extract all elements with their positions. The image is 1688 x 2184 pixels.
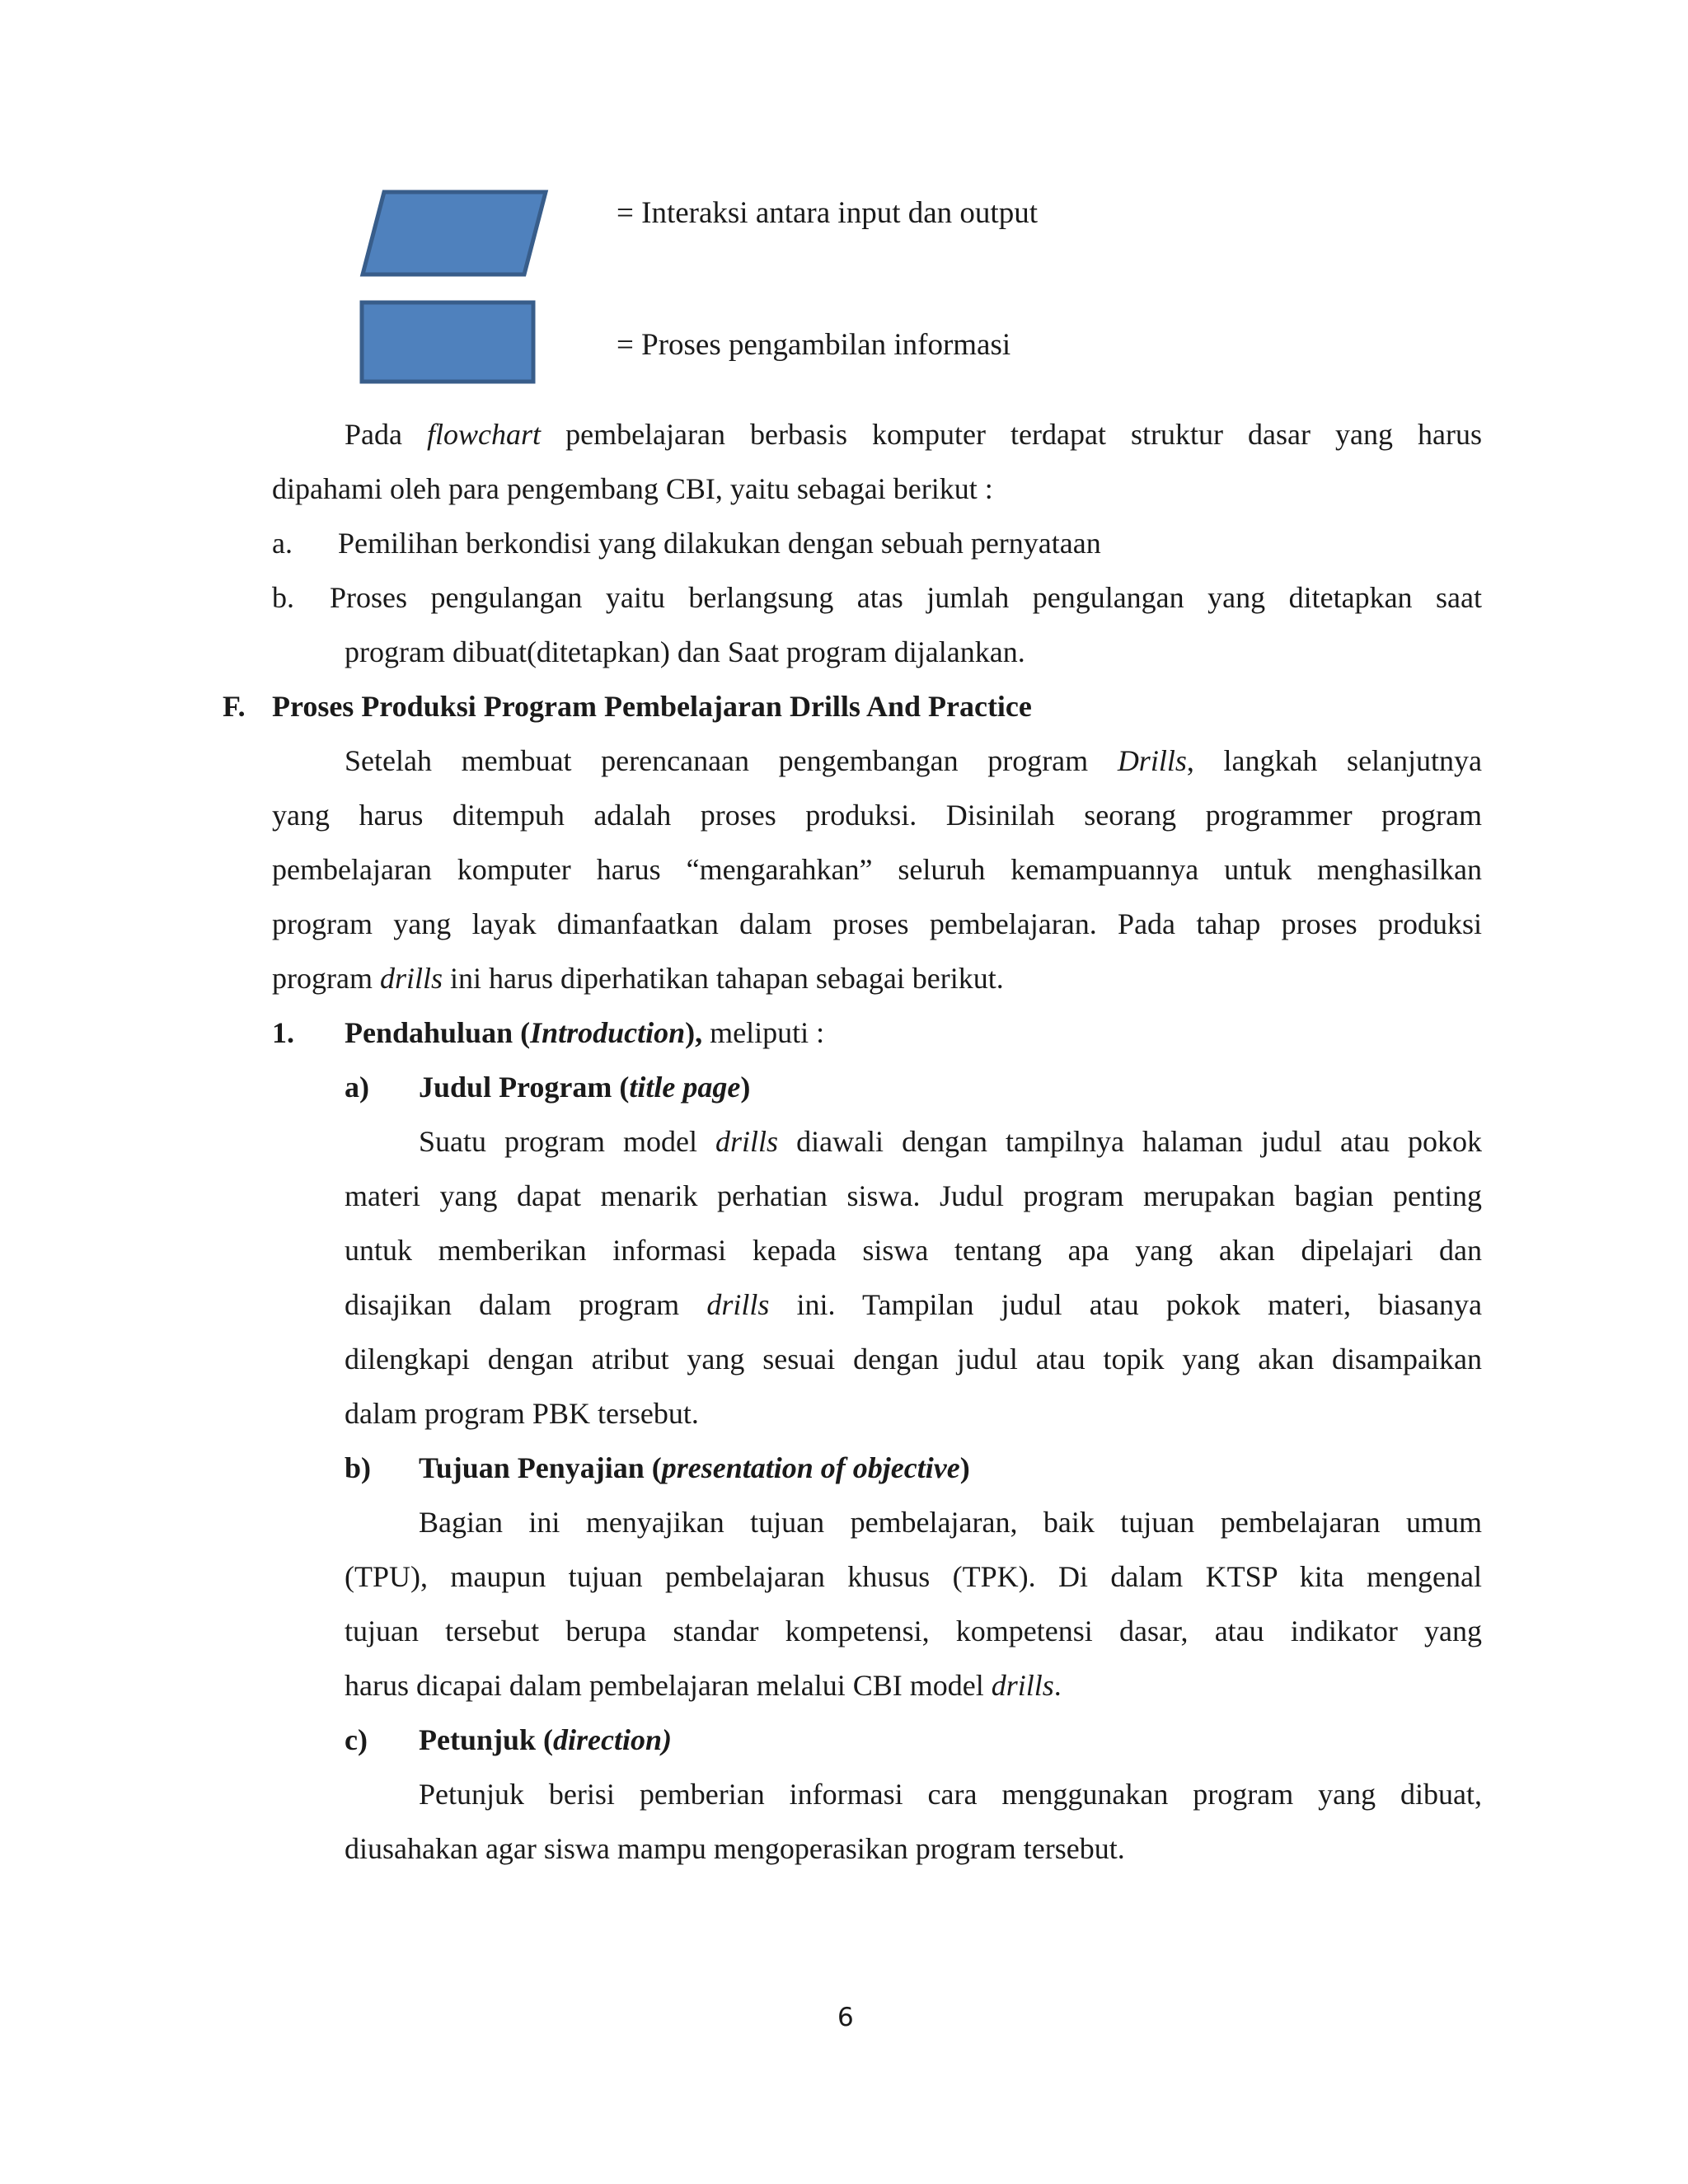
section-f-line-4: program yang layak dimanfaatkan dalam proses pembelajaran. Pada tahap proses produksi bbox=[272, 907, 1482, 940]
section-f-marker: F. bbox=[223, 690, 246, 723]
section-f-line-5: program drills ini harus diperhatikan tahapan sebagai berikut. bbox=[272, 962, 1004, 995]
sub-b-marker: b) bbox=[345, 1451, 372, 1484]
sub-a-line-4: disajikan dalam program drills ini. Tampilan judul atau pokok materi, biasanya bbox=[345, 1288, 1483, 1321]
list-item-b-line-1: Proses pengulangan yaitu berlangsung atas jumlah pengulangan yang ditetapkan saat bbox=[330, 581, 1482, 614]
item-1-marker: 1. bbox=[272, 1016, 294, 1049]
list-item-a: Pemilihan berkondisi yang dilakukan dengan sebuah pernyataan bbox=[338, 527, 1101, 560]
sub-b-line-4: harus dicapai dalam pembelajaran melalui CBI model drills. bbox=[345, 1669, 1062, 1702]
sub-c-heading: Petunjuk (direction) bbox=[419, 1723, 673, 1756]
sub-c-line-1: Petunjuk berisi pemberian informasi cara menggunakan program yang dibuat, bbox=[419, 1778, 1482, 1811]
sub-b-heading: Tujuan Penyajian (presentation of objective) bbox=[419, 1451, 970, 1484]
parallelogram-icon bbox=[359, 190, 549, 277]
section-f-title: Proses Produksi Program Pembelajaran Drills And Practice bbox=[272, 690, 1032, 723]
section-f-line-3: pembelajaran komputer harus “mengarahkan” seluruh kemampuannya untuk menghasilkan bbox=[272, 853, 1482, 886]
legend-text-process: = Proses pengambilan informasi bbox=[617, 328, 1011, 362]
sub-a-line-1: Suatu program model drills diawali dengan tampilnya halaman judul atau pokok bbox=[419, 1125, 1483, 1158]
rectangle-icon bbox=[359, 300, 536, 384]
page-number: 6 bbox=[837, 2003, 854, 2032]
sub-c-line-2: diusahakan agar siswa mampu mengoperasikan program tersebut. bbox=[345, 1832, 1125, 1865]
sub-c-marker: c) bbox=[345, 1723, 368, 1756]
list-marker-b: b. bbox=[272, 581, 294, 614]
list-item-b-line-2: program dibuat(ditetapkan) dan Saat program dijalankan. bbox=[345, 635, 1025, 668]
sub-b-line-3: tujuan tersebut berupa standar kompetensi, kompetensi dasar, atau indikator yang bbox=[345, 1615, 1482, 1647]
sub-b-line-1: Bagian ini menyajikan tujuan pembelajaran, baik tujuan pembelajaran umum bbox=[419, 1506, 1482, 1539]
sub-a-line-5: dilengkapi dengan atribut yang sesuai dengan judul atau topik yang akan disampaikan bbox=[345, 1343, 1482, 1376]
sub-a-heading: Judul Program (title page) bbox=[419, 1071, 751, 1104]
sub-b-line-2: (TPU), maupun tujuan pembelajaran khusus (TPK). Di dalam KTSP kita mengenal bbox=[345, 1560, 1482, 1593]
sub-a-line-3: untuk memberikan informasi kepada siswa tentang apa yang akan dipelajari dan bbox=[345, 1234, 1482, 1267]
sub-a-line-6: dalam program PBK tersebut. bbox=[345, 1397, 699, 1430]
intro-paragraph-line-2: dipahami oleh para pengembang CBI, yaitu sebagai berikut : bbox=[272, 472, 993, 505]
sub-a-marker: a) bbox=[345, 1071, 369, 1104]
list-marker-a: a. bbox=[272, 527, 293, 560]
section-f-line-2: yang harus ditempuh adalah proses produksi. Disinilah seorang programmer program bbox=[272, 799, 1482, 832]
item-1-heading: Pendahuluan (Introduction), meliputi : bbox=[345, 1016, 825, 1049]
legend-text-io: = Interaksi antara input dan output bbox=[617, 196, 1038, 230]
section-f-line-1: Setelah membuat perencanaan pengembangan program Drills, langkah selanjutnya bbox=[345, 744, 1483, 777]
intro-paragraph-line-1: Pada flowchart pembelajaran berbasis komputer terdapat struktur dasar yang harus bbox=[345, 418, 1483, 451]
sub-a-line-2: materi yang dapat menarik perhatian siswa. Judul program merupakan bagian penting bbox=[345, 1179, 1482, 1212]
